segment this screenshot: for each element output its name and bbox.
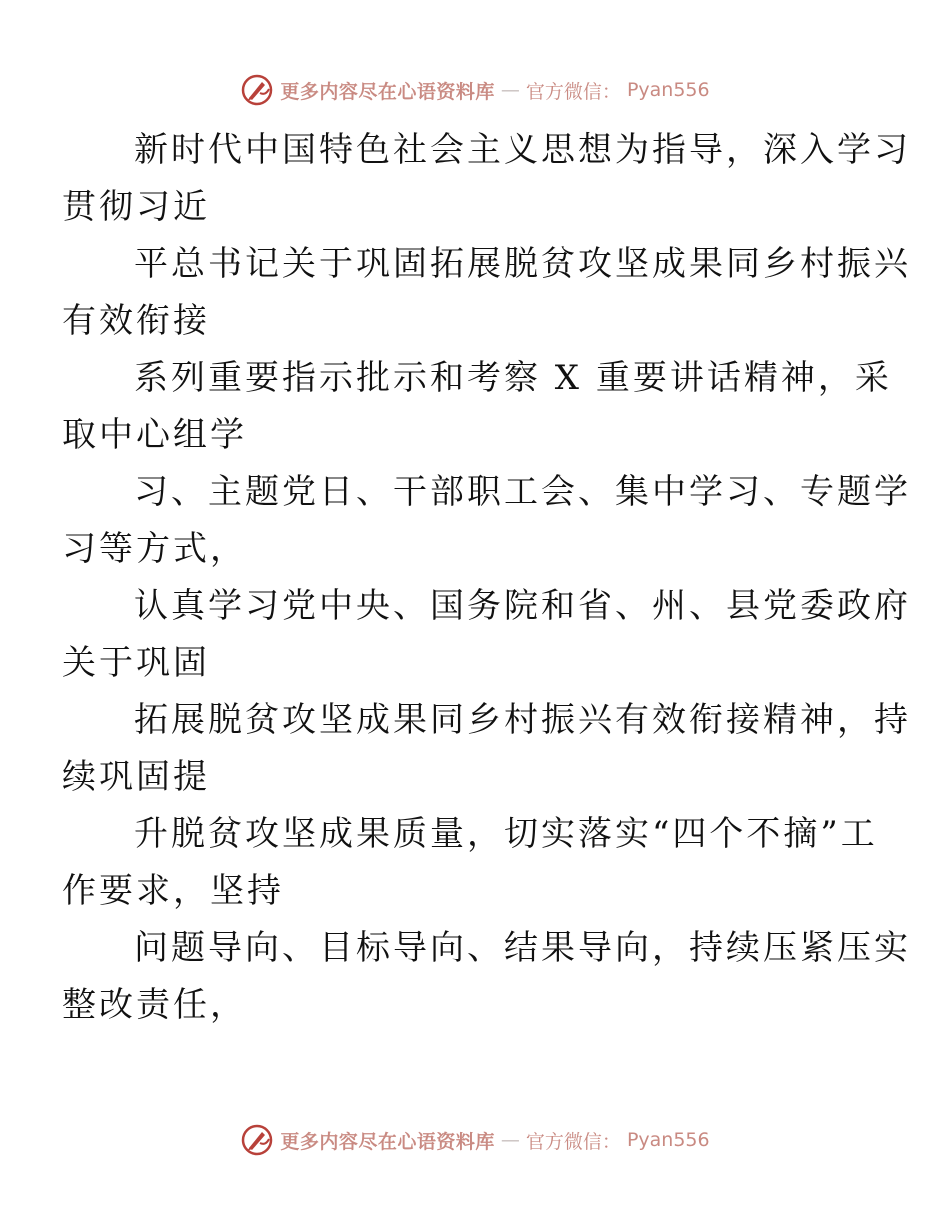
paragraph-line-first: 拓展脱贫攻坚成果同乡村振兴有效衔接精神，持: [134, 700, 911, 740]
watermark-site-text: 更多内容尽在心语资料库: [280, 80, 495, 103]
quill-logo-icon: [240, 1123, 274, 1157]
paragraph-line-wrap: 续巩固提: [62, 757, 210, 797]
paragraph-line-wrap: 整改责任，: [62, 985, 247, 1025]
paragraph-line-first: 习、主题党日、干部职工会、集中学习、专题学: [134, 472, 911, 512]
paragraph-line-wrap: 贯彻习近: [62, 187, 210, 227]
watermark-wechat-label: 官方微信：: [525, 80, 621, 103]
paragraph-line-first: 系列重要指示批示和考察 X 重要讲话精神，采: [134, 358, 892, 398]
paragraph-line-first: 问题导向、目标导向、结果导向，持续压紧压实: [134, 928, 911, 968]
paragraph: [62, 122, 911, 236]
paragraph-line-wrap: 作要求，坚持: [62, 871, 284, 911]
paragraph-line-first: 升脱贫攻坚成果质量，切实落实“四个不摘”工: [134, 814, 878, 854]
paragraph: [62, 578, 911, 692]
paragraph-line-wrap: 关于巩固: [62, 643, 210, 683]
paragraph: [62, 692, 911, 806]
paragraph-line-first: 认真学习党中央、国务院和省、州、县党委政府: [134, 586, 911, 626]
watermark-wechat-label: 官方微信：: [525, 1130, 621, 1153]
paragraph-line-wrap: 有效衔接: [62, 301, 210, 341]
paragraph: [62, 236, 911, 350]
watermark-wechat-id: Pyan556: [626, 1129, 710, 1151]
paragraph: [62, 806, 878, 920]
footer-watermark: [0, 1120, 950, 1160]
header-watermark: [0, 70, 950, 110]
paragraph-line-wrap: 习等方式，: [62, 529, 247, 569]
quill-logo-icon: [240, 73, 274, 107]
watermark-separator: —: [500, 1129, 520, 1151]
watermark-wechat-id: Pyan556: [626, 79, 710, 101]
paragraph-line-first: 新时代中国特色社会主义思想为指导，深入学习: [134, 130, 911, 170]
paragraph: [62, 350, 892, 464]
paragraph: [62, 920, 911, 1034]
document-body: [62, 122, 911, 1034]
paragraph-line-wrap: 取中心组学: [62, 415, 247, 455]
watermark-site-text: 更多内容尽在心语资料库: [280, 1130, 495, 1153]
watermark-separator: —: [500, 79, 520, 101]
paragraph: [62, 464, 911, 578]
paragraph-line-first: 平总书记关于巩固拓展脱贫攻坚成果同乡村振兴: [134, 244, 911, 284]
